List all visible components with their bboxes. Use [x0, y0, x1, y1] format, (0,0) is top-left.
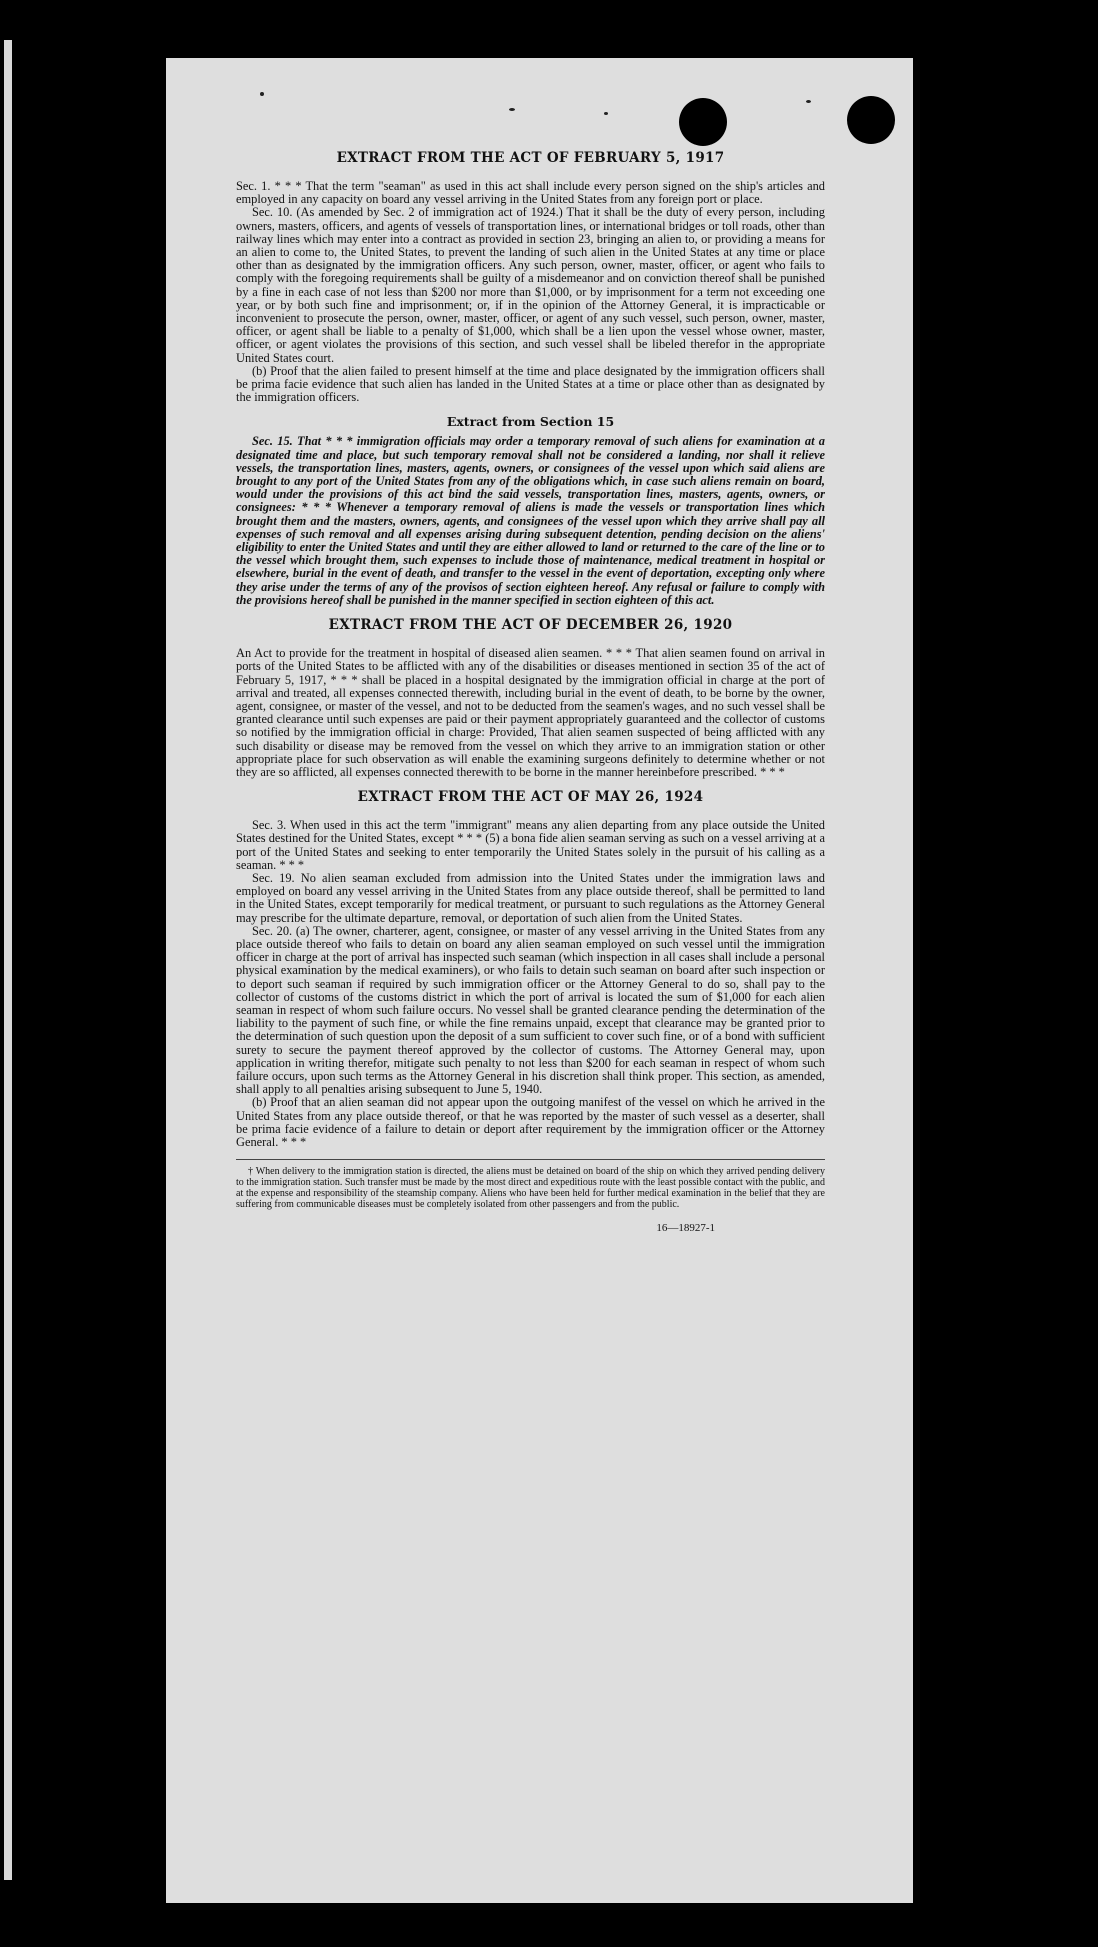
paragraph-sec-1: Sec. 1. * * * That the term "seaman" as used in this act shall include every person signed on the ship's articles and employed in any capacity on board any vessel arriving in the United States from any foreign port or place. — [236, 179, 825, 207]
footnote: † When delivery to the immigration station is directed, the aliens must be detained on board of the ship on which they arrived pending delivery to the immigration station. Such transfer must be made by the most direct and expeditious route with the least possible contact with the public, and at the expense and responsibility of the steamship company. Aliens who have been held for further medical examination in the belief that they are suffering from communicable diseases must be completely isolated from other passengers and from the public. — [236, 1159, 825, 1210]
scan-speck — [604, 112, 608, 115]
punch-hole — [847, 96, 895, 144]
paragraph-sec-15: Sec. 15. That * * * immigration officials may order a temporary removal of such aliens for examination at a designated time and place, but such temporary removal shall not be considered a landing, nor shall it relieve vessels, the transportation lines, masters, agents, owners, or consignees of the vessel upon which said aliens are brought to any port of the United States from any of the obligations which, in case such aliens remain on board, would under the provisions of this act bind the said vessels, transportation lines, masters, agents, owners, or consignees: * * * Whenever a temporary removal of aliens is made the vessels or transportation lines which brought them and the masters, owners, agents, and consignees of the vessel upon which they arrive shall pay all expenses of such removal and all expenses arising during subsequent detention, pending decision on the aliens' eligibility to enter the United States and until they are either allowed to land or returned to the care of the line or to the vessel which brought them, such expenses to include those of maintenance, medical treatment in hospital or elsewhere, burial in the event of death, and transfer to the vessel in the event of deportation, excepting only where they arise under the terms of any of the provisos of section eighteen hereof. Any refusal or failure to comply with the provisions hereof shall be punished in the manner specified in section eighteen of this act. — [236, 434, 825, 607]
scan-speck — [509, 108, 515, 111]
scan-speck — [260, 92, 264, 96]
section-act-dec-1920 — [236, 617, 825, 779]
paragraph-sec-20-a: Sec. 20. (a) The owner, charterer, agent, consignee, or master of any vessel arriving in the United States from any place outside thereof who fails to detain on board any alien seaman employed on such vessel until the immigration officer in charge at the port of arrival has inspected such seaman (which inspection in all cases shall include a personal physical examination by the medical examiners), or who fails to detain such seaman on board after such inspection or to deport such seaman if required by such immigration officer or the Attorney General to do so, shall pay to the collector of customs of the customs district in which the port of arrival is located the sum of $1,000 for each alien seaman in respect of whom such failure occurs. No vessel shall be granted clearance pending the determination of the liability to the payment of such fine, or while the fine remains unpaid, except that clearance may be granted prior to the determination of such question upon the deposit of a sum sufficient to cover such fine, or of a bond with sufficient surety to secure the payment thereof approved by the collector of customs. The Attorney General may, upon application in writing therefor, mitigate such penalty to not less than $200 for each seaman in respect of whom such failure occurs, upon such terms as the Attorney General in his discretion shall think proper. This section, as amended, shall apply to all penalties arising subsequent to June 5, 1940. — [236, 923, 825, 1097]
section-title: EXTRACT FROM THE ACT OF DECEMBER 26, 1920 — [328, 617, 733, 634]
document-page — [166, 58, 913, 1903]
paragraph-sec-10-b: (b) Proof that the alien failed to present himself at the time and place designated by the immigration officers shall be prima facie evidence that such alien has landed in the United States at a time or place other than as designated by the immigration officers. — [236, 363, 825, 405]
paragraph-sec-10: Sec. 10. (As amended by Sec. 2 of immigration act of 1924.) That it shall be the duty of every person, including owners, masters, officers, and agents of vessels of transportation lines, or international bridges or toll roads, other than railway lines which may enter into a contract as provided in section 23, bringing an alien to, or providing a means for an alien to come to, the United States, to prevent the landing of such alien in the United States at any time or place other than as designated by the immigration officers. Any such person, owner, master, officer, or agent who fails to comply with the foregoing requirements shall be guilty of a misdemeanor and on conviction thereof shall be punished by a fine in each case of not less than $200 nor more than $1,000, or by imprisonment for a term not exceeding one year, or by both such fine and imprisonment; or, if in the opinion of the Attorney General, it is impracticable or inconvenient to prosecute the person, owner, master, officer, or agent of any such vessel, such person, owner, master, officer, or agent shall be liable to a penalty of $1,000, which shall be a lien upon the vessel whose owner, master, officer, or agent violates the provisions of this section, and such vessel shall be libeled therefor in the appropriate United States court. — [236, 205, 825, 365]
section-subtitle: Extract from Section 15 — [446, 414, 615, 430]
document-number: 16—18927-1 — [656, 1222, 715, 1235]
section-act-feb-1917 — [236, 150, 825, 404]
paragraph-hospital-act: An Act to provide for the treatment in hospital of diseased alien seamen. * * * That alien seamen found on arrival in ports of the United States to be afflicted with any of the disabilities or diseases mentioned in section 35 of the act of February 5, 1917, * * * shall be placed in a hospital designated by the immigration official in charge at the port of arrival and treated, all expenses connected therewith, including burial in the event of death, to be borne by the owner, agent, consignee, or master of the vessel, and not to be deducted from the seamen's wages, and no such vessel shall be granted clearance until such expenses are paid or their payment appropriately guaranteed and the collector of customs so notified by the immigration official in charge: Provided, That alien seamen suspected of being afflicted with any such disability or disease may be removed from the vessel on which they arrive to an immigration station or other appropriate place for such observation as will enable the examining surgeons definitely to determine whether or not they are so afflicted, all expenses connected therewith to be borne in the manner hereinbefore prescribed. * * * — [236, 646, 825, 779]
paragraph-sec-19: Sec. 19. No alien seaman excluded from admission into the United States under the immigration laws and employed on board any vessel arriving in the United States from any place outside thereof, shall be permitted to land in the United States, except temporarily for medical treatment, or pursuant to such regulations as the Attorney General may prescribe for the ultimate departure, removal, or deportation of such alien from the United States. — [236, 870, 825, 925]
scan-speck — [806, 100, 811, 103]
paragraph-sec-3: Sec. 3. When used in this act the term "immigrant" means any alien departing from any place outside the United States destined for the United States, except * * * (5) a bona fide alien seaman serving as such on a vessel arriving at a port of the United States and seeking to enter temporarily the United States solely in the pursuit of his calling as a seaman. * * * — [236, 818, 825, 872]
section-title: EXTRACT FROM THE ACT OF MAY 26, 1924 — [357, 789, 704, 806]
section-extract-sec-15 — [236, 414, 825, 607]
scan-edge-strip — [4, 40, 12, 1880]
section-act-may-1924 — [236, 789, 825, 1149]
section-title: EXTRACT FROM THE ACT OF FEBRUARY 5, 1917 — [336, 150, 725, 166]
punch-hole — [679, 98, 727, 146]
paragraph-sec-20-b: (b) Proof that an alien seaman did not appear upon the outgoing manifest of the vessel on which he arrived in the United States from any place outside thereof, or that he was reported by the master of such vessel as a deserter, shall be prima facie evidence of a failure to detain or deport after requirement by the immigration officer or the Attorney General. * * * — [236, 1095, 825, 1149]
